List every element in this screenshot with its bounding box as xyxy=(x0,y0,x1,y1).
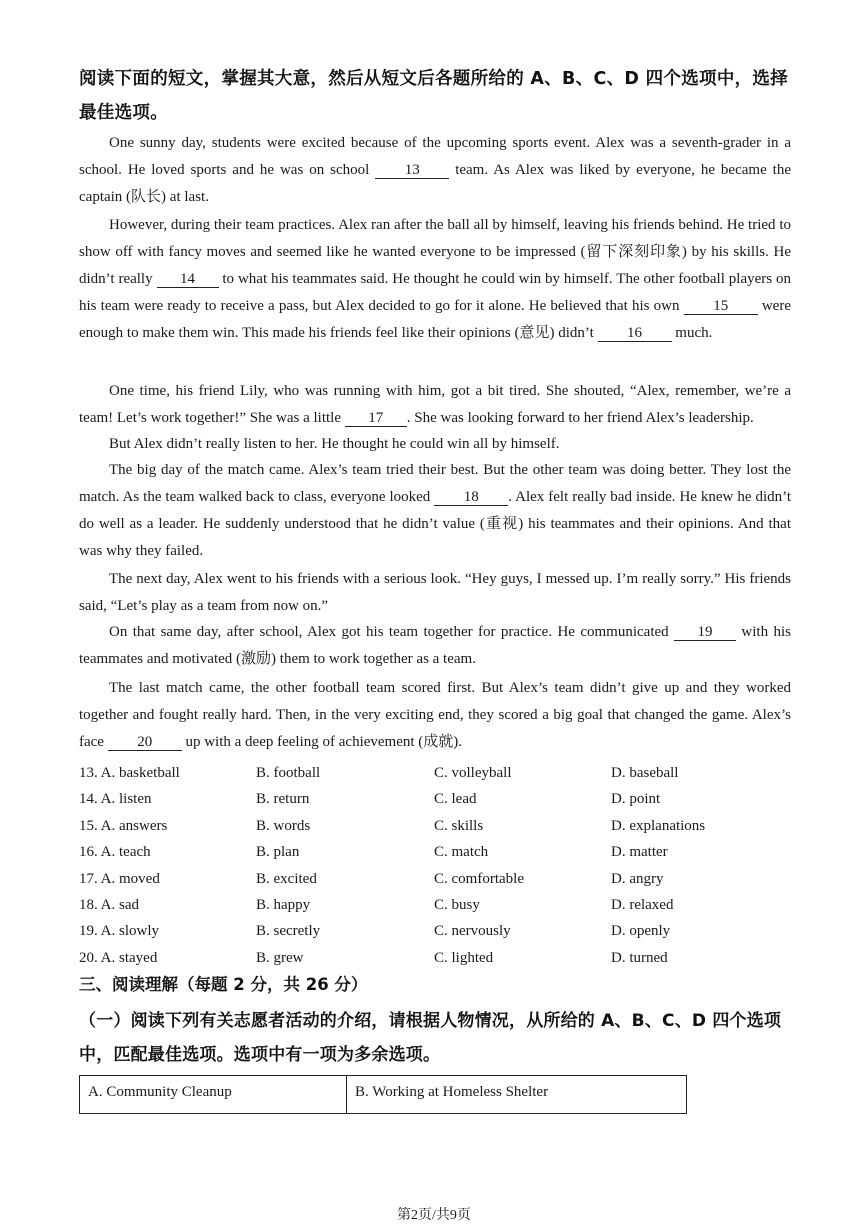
option-14-c[interactable]: C. lead xyxy=(434,791,477,808)
option-row-18 xyxy=(79,892,791,918)
option-20-c[interactable]: C. lighted xyxy=(434,949,494,966)
option-15-c[interactable]: C. skills xyxy=(434,817,484,834)
answer-options xyxy=(79,760,791,971)
table-row xyxy=(80,1076,687,1114)
option-19-a[interactable]: 19. A. slowly xyxy=(79,923,160,940)
option-18-b[interactable]: B. happy xyxy=(256,896,311,913)
blank-20[interactable]: 20 xyxy=(108,734,182,751)
option-16-d[interactable]: D. matter xyxy=(611,844,668,861)
option-13-c[interactable]: C. volleyball xyxy=(434,765,512,781)
passage-paragraph-7: On that same day, after school, Alex got his team together for practice. He communicated 19 with his teammates and motivated (激励) them to work together as a team. xyxy=(79,624,791,667)
passage-paragraph-3: One time, his friend Lily, who was running with him, got a bit tired. She shouted, “Alex, remember, we’re a team! Let’s work together!” She was a little 17 . She was looking forward to her friend Alex’s leadership. xyxy=(79,383,791,426)
option-14-a[interactable]: 14. A. listen xyxy=(79,791,152,808)
blank-18[interactable]: 18 xyxy=(434,489,508,506)
page-footer: 第2页/共9页 xyxy=(397,1208,471,1223)
option-17-b[interactable]: B. excited xyxy=(256,870,317,887)
option-row-15 xyxy=(79,813,791,839)
option-17-c[interactable]: C. comfortable xyxy=(434,870,524,887)
passage-paragraph-2: However, during their team practices. Alex ran after the ball all by himself, leaving his friends behind. He tried to show off with fancy moves and seemed like he wanted everyone to be impressed (留下深刻印象) by his skills. He didn’t really 14 to what his teammates said. He thought he could win by himself. The other football players on his team were ready to receive a pass, but Alex decided to go for it alone. He believed that his own 15 were enough to make them win. This made his friends feel like their opinions (意见) didn’t 16 much. xyxy=(79,217,791,341)
blank-15[interactable]: 15 xyxy=(684,298,758,315)
volunteer-activities-table xyxy=(79,1075,687,1114)
option-15-a[interactable]: 15. A. answers xyxy=(79,817,168,834)
option-19-b[interactable]: B. secretly xyxy=(256,923,321,940)
blank-16[interactable]: 16 xyxy=(598,325,672,342)
option-14-d[interactable]: D. point xyxy=(611,791,661,808)
option-18-a[interactable]: 18. A. sad xyxy=(79,896,139,913)
option-row-16 xyxy=(79,839,791,865)
option-14-b[interactable]: B. return xyxy=(256,791,310,808)
blank-14[interactable]: 14 xyxy=(157,271,219,288)
option-row-14 xyxy=(79,786,791,812)
option-16-a[interactable]: 16. A. teach xyxy=(79,844,151,861)
option-19-c[interactable]: C. nervously xyxy=(434,923,511,940)
option-15-b[interactable]: B. words xyxy=(256,817,311,834)
option-20-d[interactable]: D. turned xyxy=(611,949,668,966)
option-20-b[interactable]: B. grew xyxy=(256,949,304,966)
passage-paragraph-4: But Alex didn’t really listen to her. He thought he could win all by himself. xyxy=(109,436,560,452)
option-13-b[interactable]: B. football xyxy=(256,765,321,781)
option-13-d[interactable]: D. baseball xyxy=(611,765,679,781)
activity-b-cell: B. Working at Homeless Shelter xyxy=(347,1076,687,1114)
option-row-13 xyxy=(79,760,791,786)
passage-paragraph-1: One sunny day, students were excited because of the upcoming sports event. Alex was a seventh-grader in a school. He loved sports and he was on school 13 team. As Alex was liked by everyone, he became the captain (队长) at last. xyxy=(79,135,791,205)
section-3-instruction: （一）阅读下列有关志愿者活动的介绍，请根据人物情况，从所给的 A、B、C、D 四个选项中，匹配最佳选项。选项中有一项为多余选项。 xyxy=(79,1011,782,1065)
blank-17[interactable]: 17 xyxy=(345,410,407,427)
option-16-b[interactable]: B. plan xyxy=(256,844,300,861)
option-17-a[interactable]: 17. A. moved xyxy=(79,870,160,887)
passage-paragraph-5: The big day of the match came. Alex’s team tried their best. But the other team was doing better. They lost the match. As the team walked back to class, everyone looked 18 . Alex felt really bad inside. He knew he didn’t do well as a leader. He suddenly understood that he didn’t value (重视) his teammates and their opinions. And that was why they failed. xyxy=(79,462,791,559)
option-13-a[interactable]: 13. A. basketball xyxy=(79,765,180,781)
option-17-d[interactable]: D. angry xyxy=(611,870,664,887)
option-18-d[interactable]: D. relaxed xyxy=(611,896,674,913)
passage-paragraph-8: The last match came, the other football team scored first. But Alex’s team didn’t give up and they worked together and fought really hard. Then, in the very exciting end, they scored a big goal that changed the game. Alex’s face 20 up with a deep feeling of achievement (成就). xyxy=(79,680,791,750)
activity-a-cell: A. Community Cleanup xyxy=(80,1076,347,1114)
option-15-d[interactable]: D. explanations xyxy=(611,817,706,834)
option-20-a[interactable]: 20. A. stayed xyxy=(79,949,158,966)
blank-19[interactable]: 19 xyxy=(674,624,736,641)
blank-13[interactable]: 13 xyxy=(375,162,449,179)
option-16-c[interactable]: C. match xyxy=(434,844,489,861)
cloze-instruction: 阅读下面的短文，掌握其大意，然后从短文后各题所给的 A、B、C、D 四个选项中，选择最佳选项。 xyxy=(79,69,789,123)
option-19-d[interactable]: D. openly xyxy=(611,923,671,940)
option-18-c[interactable]: C. busy xyxy=(434,896,480,913)
option-row-17 xyxy=(79,866,791,892)
passage-paragraph-6: The next day, Alex went to his friends with a serious look. “Hey guys, I messed up. I’m really sorry.” His friends said, “Let’s play as a team from now on.” xyxy=(79,571,791,614)
option-row-19 xyxy=(79,918,791,944)
option-row-20 xyxy=(79,945,791,971)
section-3-heading: 三、阅读理解（每题 2 分，共 26 分） xyxy=(79,975,368,994)
